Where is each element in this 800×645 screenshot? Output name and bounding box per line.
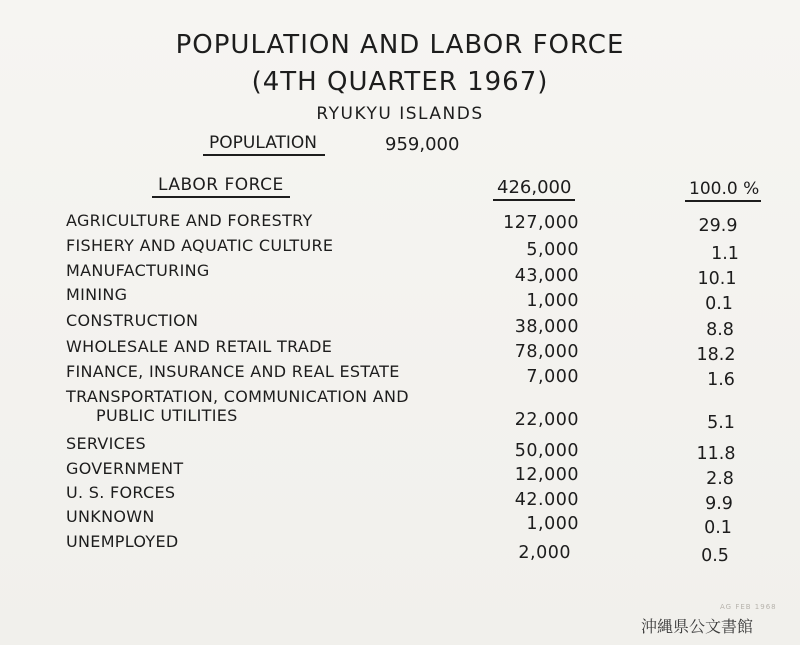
- row-percent: 1.6: [707, 370, 735, 390]
- row-label: CONSTRUCTION: [66, 311, 199, 330]
- row-percent: 8.8: [706, 320, 734, 340]
- row-count: 22,000: [514, 410, 579, 430]
- row-percent: 0.5: [701, 546, 729, 566]
- row-label: AGRICULTURE AND FORESTRY: [66, 211, 313, 230]
- row-percent: 0.1: [705, 294, 733, 314]
- row-label-line-1: TRANSPORTATION, COMMUNICATION AND: [66, 387, 409, 406]
- row-percent: 9.9: [705, 494, 733, 514]
- row-label: U. S. FORCES: [66, 483, 176, 502]
- row-percent: 1.1: [711, 244, 739, 264]
- row-percent: 18.2: [696, 345, 736, 365]
- row-label: UNEMPLOYED: [66, 532, 179, 551]
- title-line-1: POPULATION AND LABOR FORCE: [175, 30, 625, 60]
- title-line-2: (4TH QUARTER 1967): [251, 67, 549, 97]
- population-label: POPULATION: [203, 133, 325, 156]
- row-count: 7,000: [526, 367, 579, 387]
- row-label: UNKNOWN: [66, 507, 155, 526]
- row-percent: 11.8: [696, 444, 736, 464]
- row-count: 127,000: [503, 213, 579, 233]
- row-label: FISHERY AND AQUATIC CULTURE: [66, 236, 334, 255]
- title-line-3: RYUKYU ISLANDS: [316, 104, 484, 124]
- row-count: 78,000: [514, 342, 579, 362]
- population-value: 959,000: [385, 134, 460, 155]
- row-percent: 0.1: [704, 518, 732, 538]
- row-count: 2,000: [518, 543, 571, 563]
- row-percent: 10.1: [697, 269, 737, 289]
- row-count: 1,000: [526, 514, 579, 534]
- row-label: FINANCE, INSURANCE AND REAL ESTATE: [66, 362, 400, 381]
- row-label-line-2: PUBLIC UTILITIES: [96, 406, 238, 425]
- row-count: 42.000: [514, 490, 579, 510]
- row-label: SERVICES: [66, 434, 147, 453]
- row-count: 5,000: [526, 240, 579, 260]
- labor-force-label: LABOR FORCE: [152, 175, 290, 198]
- labor-force-percent: 100.0 %: [685, 179, 761, 202]
- row-label-multiline: [66, 387, 409, 425]
- row-label: MINING: [66, 285, 128, 304]
- row-count: 43,000: [514, 266, 579, 286]
- row-label: WHOLESALE AND RETAIL TRADE: [66, 337, 333, 356]
- row-percent: 5.1: [707, 413, 735, 433]
- labor-force-total: 426,000: [493, 177, 575, 201]
- date-stamp: AG FEB 1968: [720, 603, 777, 611]
- row-percent: 29.9: [698, 216, 738, 236]
- row-count: 50,000: [514, 441, 579, 461]
- row-count: 1,000: [526, 291, 579, 311]
- archive-watermark: 沖縄県公文書館: [641, 617, 754, 636]
- row-label: MANUFACTURING: [66, 261, 210, 280]
- row-percent: 2.8: [706, 469, 734, 489]
- row-label: GOVERNMENT: [66, 459, 184, 478]
- row-count: 38,000: [514, 317, 579, 337]
- row-count: 12,000: [514, 465, 579, 485]
